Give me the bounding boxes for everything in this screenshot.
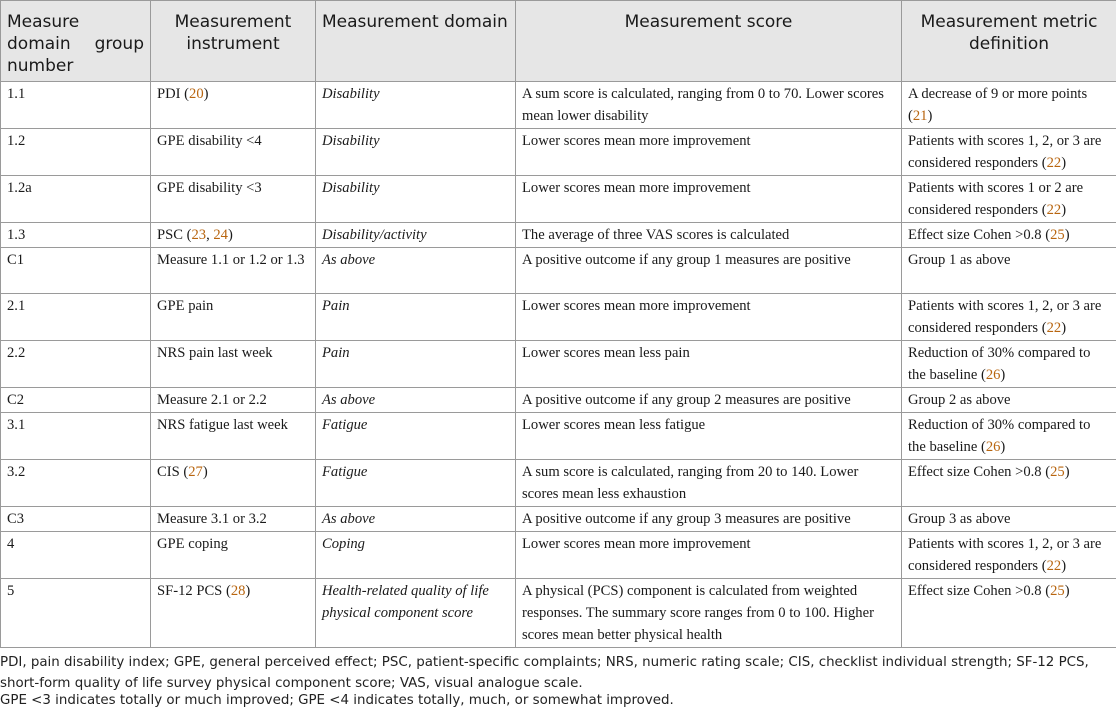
group-number-cell: 2.2 bbox=[1, 341, 151, 388]
instrument-cell bbox=[151, 388, 316, 413]
metric-cell bbox=[902, 507, 1116, 532]
reference-link[interactable]: 22 bbox=[1047, 155, 1062, 171]
metric-text: Patients with scores 1, 2, or 3 are considered responders bbox=[908, 133, 1101, 171]
domain-cell: Disability bbox=[316, 82, 516, 129]
score-cell: Lower scores mean less fatigue bbox=[516, 413, 902, 460]
metric-cell bbox=[902, 248, 1116, 294]
metric-cell: Patients with scores 1, 2, or 3 are considered responders (22) bbox=[902, 294, 1116, 341]
header-group-number: Measure domain group number bbox=[1, 1, 151, 82]
domain-cell: As above bbox=[316, 388, 516, 413]
instrument-name: GPE coping bbox=[157, 536, 228, 552]
domain-cell: Pain bbox=[316, 294, 516, 341]
group-number-cell: 1.3 bbox=[1, 223, 151, 248]
domain-cell: As above bbox=[316, 248, 516, 294]
instrument-cell: CIS (27) bbox=[151, 460, 316, 507]
table-row bbox=[1, 532, 1116, 579]
score-cell: A physical (PCS) component is calculated from weighted responses. The summary score ranges from 0 to 100. Higher scores mean better physical health bbox=[516, 579, 902, 648]
table-row bbox=[1, 579, 1116, 648]
reference-link[interactable]: 21 bbox=[913, 108, 928, 124]
metric-text: Group 2 as above bbox=[908, 392, 1011, 408]
reference-link[interactable]: 25 bbox=[1050, 227, 1065, 243]
table-row bbox=[1, 223, 1116, 248]
instrument-name: GPE disability <4 bbox=[157, 133, 262, 149]
metric-cell: A decrease of 9 or more points (21) bbox=[902, 82, 1116, 129]
table-row bbox=[1, 413, 1116, 460]
score-cell: A positive outcome if any group 3 measures are positive bbox=[516, 507, 902, 532]
domain-cell: Health-related quality of life physical component score bbox=[316, 579, 516, 648]
score-cell: A sum score is calculated, ranging from 0 to 70. Lower scores mean lower disability bbox=[516, 82, 902, 129]
table-row bbox=[1, 388, 1116, 413]
metric-cell: Patients with scores 1, 2, or 3 are considered responders (22) bbox=[902, 532, 1116, 579]
score-cell: Lower scores mean more improvement bbox=[516, 532, 902, 579]
domain-cell: Fatigue bbox=[316, 460, 516, 507]
score-cell: Lower scores mean more improvement bbox=[516, 294, 902, 341]
instrument-name: PSC bbox=[157, 227, 183, 243]
metric-cell: Effect size Cohen >0.8 (25) bbox=[902, 223, 1116, 248]
domain-cell: Disability/activity bbox=[316, 223, 516, 248]
footnote-gpe: GPE <3 indicates totally or much improved; GPE <4 indicates totally, much, or somewhat improved. bbox=[0, 690, 1116, 711]
metric-text: Patients with scores 1, 2, or 3 are considered responders bbox=[908, 536, 1101, 574]
reference-link[interactable]: 20 bbox=[189, 86, 204, 102]
metric-cell bbox=[902, 388, 1116, 413]
header-domain: Measurement domain bbox=[316, 1, 516, 82]
instrument-name: Measure 2.1 or 2.2 bbox=[157, 392, 267, 408]
metric-cell: Patients with scores 1, 2, or 3 are considered responders (22) bbox=[902, 129, 1116, 176]
instrument-name: PDI bbox=[157, 86, 181, 102]
metric-text: Patients with scores 1 or 2 are considered responders bbox=[908, 180, 1083, 218]
metric-cell: Reduction of 30% compared to the baseline (26) bbox=[902, 413, 1116, 460]
reference-link[interactable]: 22 bbox=[1047, 558, 1062, 574]
instrument-cell bbox=[151, 129, 316, 176]
domain-cell: Coping bbox=[316, 532, 516, 579]
domain-cell: Fatigue bbox=[316, 413, 516, 460]
reference-link[interactable]: 23 bbox=[191, 227, 206, 243]
table-row bbox=[1, 507, 1116, 532]
group-number-cell: 1.2a bbox=[1, 176, 151, 223]
score-cell: A sum score is calculated, ranging from 20 to 140. Lower scores mean less exhaustion bbox=[516, 460, 902, 507]
group-number-cell: 1.1 bbox=[1, 82, 151, 129]
instrument-name: CIS bbox=[157, 464, 180, 480]
metric-text: Group 3 as above bbox=[908, 511, 1011, 527]
header-metric: Measurement metric definition bbox=[902, 1, 1116, 82]
metric-cell: Patients with scores 1 or 2 are considered responders (22) bbox=[902, 176, 1116, 223]
group-number-cell: C1 bbox=[1, 248, 151, 294]
domain-cell: As above bbox=[316, 507, 516, 532]
footnote-abbreviations: PDI, pain disability index; GPE, general perceived effect; PSC, patient-specific complaints; NRS, numeric rating scale; CIS, checklist individual strength; SF-12 PCS, short-form quality of life survey physical component score; VAS, visual analogue scale. bbox=[0, 652, 1116, 694]
score-cell: Lower scores mean less pain bbox=[516, 341, 902, 388]
domain-cell: Disability bbox=[316, 129, 516, 176]
instrument-cell bbox=[151, 507, 316, 532]
instrument-cell: PDI (20) bbox=[151, 82, 316, 129]
group-number-cell: 1.2 bbox=[1, 129, 151, 176]
instrument-name: NRS pain last week bbox=[157, 345, 273, 361]
table-row bbox=[1, 129, 1116, 176]
reference-link[interactable]: 26 bbox=[986, 367, 1001, 383]
header-instrument: Measurement instrument bbox=[151, 1, 316, 82]
metric-text: Patients with scores 1, 2, or 3 are considered responders bbox=[908, 298, 1101, 336]
metric-text: A decrease of 9 or more points bbox=[908, 86, 1087, 102]
instrument-cell bbox=[151, 413, 316, 460]
metric-text: Reduction of 30% compared to the baseline bbox=[908, 417, 1090, 455]
reference-link[interactable]: 22 bbox=[1047, 320, 1062, 336]
instrument-name: NRS fatigue last week bbox=[157, 417, 288, 433]
reference-link[interactable]: 22 bbox=[1047, 202, 1062, 218]
group-number-cell: 3.2 bbox=[1, 460, 151, 507]
instrument-cell bbox=[151, 341, 316, 388]
reference-link[interactable]: 26 bbox=[986, 439, 1001, 455]
score-cell: Lower scores mean more improvement bbox=[516, 176, 902, 223]
score-cell: A positive outcome if any group 1 measures are positive bbox=[516, 248, 902, 294]
group-number-cell: 3.1 bbox=[1, 413, 151, 460]
table-row bbox=[1, 341, 1116, 388]
reference-link[interactable]: 24 bbox=[213, 227, 228, 243]
group-number-cell: C3 bbox=[1, 507, 151, 532]
metric-cell: Effect size Cohen >0.8 (25) bbox=[902, 460, 1116, 507]
instrument-name: GPE disability <3 bbox=[157, 180, 262, 196]
group-number-cell: C2 bbox=[1, 388, 151, 413]
reference-link[interactable]: 25 bbox=[1050, 464, 1065, 480]
instrument-name: Measure 3.1 or 3.2 bbox=[157, 511, 267, 527]
score-cell: The average of three VAS scores is calculated bbox=[516, 223, 902, 248]
table-header-row bbox=[1, 1, 1116, 82]
reference-link[interactable]: 25 bbox=[1050, 583, 1065, 599]
instrument-cell: SF-12 PCS (28) bbox=[151, 579, 316, 648]
score-cell: A positive outcome if any group 2 measures are positive bbox=[516, 388, 902, 413]
metric-text: Reduction of 30% compared to the baseline bbox=[908, 345, 1090, 383]
table-row bbox=[1, 82, 1116, 129]
metric-cell: Reduction of 30% compared to the baseline (26) bbox=[902, 341, 1116, 388]
metric-text: Effect size Cohen >0.8 bbox=[908, 227, 1042, 243]
instrument-name: Measure 1.1 or 1.2 or 1.3 bbox=[157, 252, 305, 268]
metric-text: Group 1 as above bbox=[908, 252, 1011, 268]
group-number-cell: 4 bbox=[1, 532, 151, 579]
domain-cell: Disability bbox=[316, 176, 516, 223]
table-row bbox=[1, 176, 1116, 223]
instrument-cell bbox=[151, 176, 316, 223]
reference-link[interactable]: 27 bbox=[188, 464, 203, 480]
reference-link[interactable]: 28 bbox=[231, 583, 246, 599]
instrument-cell bbox=[151, 248, 316, 294]
domain-cell: Pain bbox=[316, 341, 516, 388]
instrument-name: SF-12 PCS bbox=[157, 583, 222, 599]
metric-cell: Effect size Cohen >0.8 (25) bbox=[902, 579, 1116, 648]
group-number-cell: 2.1 bbox=[1, 294, 151, 341]
instrument-cell bbox=[151, 532, 316, 579]
table-row bbox=[1, 460, 1116, 507]
instrument-name: GPE pain bbox=[157, 298, 213, 314]
instrument-cell bbox=[151, 294, 316, 341]
score-cell: Lower scores mean more improvement bbox=[516, 129, 902, 176]
group-number-cell: 5 bbox=[1, 579, 151, 648]
instrument-cell: PSC (23, 24) bbox=[151, 223, 316, 248]
header-score: Measurement score bbox=[516, 1, 902, 82]
table-row bbox=[1, 248, 1116, 294]
metric-text: Effect size Cohen >0.8 bbox=[908, 583, 1042, 599]
metric-text: Effect size Cohen >0.8 bbox=[908, 464, 1042, 480]
table-row bbox=[1, 294, 1116, 341]
